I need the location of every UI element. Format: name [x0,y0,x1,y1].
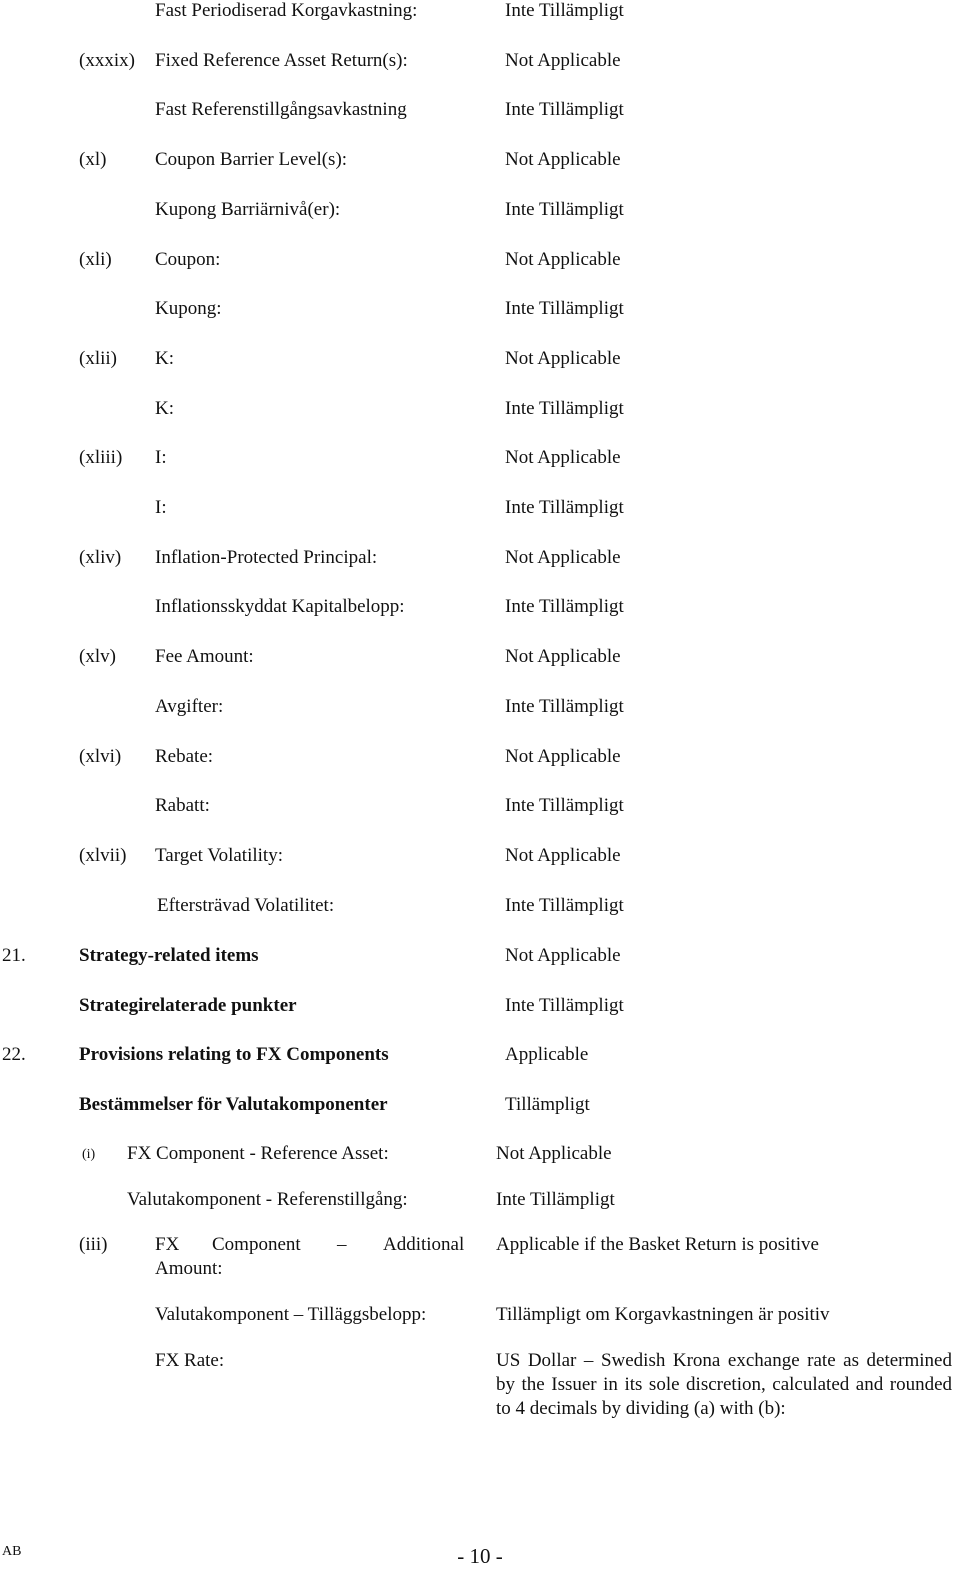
row-number: (xl) [79,149,107,170]
row-value: Not Applicable [505,447,621,468]
section-21-number: 21. [2,945,26,966]
section-22-value-sv: Tillämpligt [505,1094,590,1115]
row-value: Not Applicable [505,547,621,568]
fx-item-i-label-sv: Valutakomponent - Referenstillgång: [127,1189,408,1210]
fx-item-iii-label-line-2: Amount: [155,1258,223,1279]
row-value: Inte Tillämpligt [505,199,624,220]
page-number: - 10 - [457,1544,503,1568]
row-label: Kupong: [155,298,222,319]
row-label: Rebate: [155,746,214,767]
row-label: Inflation-Protected Principal: [155,547,378,568]
row-value: Inte Tillämpligt [505,795,624,816]
fx-item-i-number: (i) [82,1147,96,1162]
fx-rate-label: FX Rate: [155,1350,225,1371]
row-value: Inte Tillämpligt [505,497,624,518]
row-number: (xli) [79,249,112,270]
section-21-value: Not Applicable [505,945,621,966]
fx-item-iii-number: (iii) [79,1234,108,1255]
row-number: (xliv) [79,547,122,568]
row-label: K: [155,398,174,419]
fx-item-iii-value-sv: Tillämpligt om Korgavkastningen är positiv [496,1304,830,1325]
row-value: Inte Tillämpligt [505,99,624,120]
section-22-number: 22. [2,1044,26,1065]
row-value: Not Applicable [505,746,621,767]
row-value: Inte Tillämpligt [505,696,624,717]
row-value: Inte Tillämpligt [505,0,624,21]
row-value: Inte Tillämpligt [505,596,624,617]
fx-item-iii-label-word-1: FX [155,1234,180,1255]
section-21-title-sv: Strategirelaterade punkter [79,995,297,1016]
row-value: Not Applicable [505,149,621,170]
row-number: (xlii) [79,348,117,369]
fx-rate-value: US Dollar – Swedish Krona exchange rate as determined by the Issuer in its sole discretion, calculated and rounded to 4 decimals by dividing (a) with (b): [496,1350,952,1419]
fx-item-i-value-sv: Inte Tillämpligt [496,1189,615,1210]
row-label: Target Volatility: [155,845,283,866]
section-22-title-sv: Bestämmelser för Valutakomponenter [79,1094,388,1115]
row-label: Coupon Barrier Level(s): [155,149,348,170]
row-number: (xxxix) [79,50,135,71]
row-label: I: [155,497,167,518]
row-label: I: [155,447,167,468]
fx-item-i-label: FX Component - Reference Asset: [127,1143,389,1164]
row-value: Inte Tillämpligt [505,298,624,319]
row-label: Inflationsskyddat Kapitalbelopp: [155,596,405,617]
row-label: Eftersträvad Volatilitet: [157,895,335,916]
row-number: (xlvii) [79,845,127,866]
row-value: Inte Tillämpligt [505,895,624,916]
row-value: Not Applicable [505,646,621,667]
fx-item-iii-label-sv: Valutakomponent – Tilläggsbelopp: [155,1304,427,1325]
section-21-value-sv: Inte Tillämpligt [505,995,624,1016]
section-22-title: Provisions relating to FX Components [79,1044,389,1065]
row-value: Not Applicable [505,50,621,71]
fx-item-iii-label-word-3: – [337,1234,347,1255]
row-label: Kupong Barriärnivå(er): [155,199,341,220]
row-number: (xlv) [79,646,116,667]
section-21-title: Strategy-related items [79,945,259,966]
row-number: (xlvi) [79,746,122,767]
row-label: Fixed Reference Asset Return(s): [155,50,408,71]
row-value: Not Applicable [505,348,621,369]
section-22-value: Applicable [505,1044,589,1065]
row-label: Avgifter: [155,696,224,717]
row-label: Fast Periodiserad Korgavkastning: [155,0,418,21]
row-number: (xliii) [79,447,123,468]
row-value: Not Applicable [505,845,621,866]
fx-item-iii-label-word-4: Additional [383,1234,465,1255]
row-value: Not Applicable [505,249,621,270]
row-label: Rabatt: [155,795,210,816]
row-label: Fast Referenstillgångsavkastning [155,99,407,120]
row-value: Inte Tillämpligt [505,398,624,419]
row-label: Coupon: [155,249,221,270]
footer-initials: AB [2,1544,22,1559]
fx-item-iii-value: Applicable if the Basket Return is positive [496,1234,819,1255]
row-label: Fee Amount: [155,646,254,667]
fx-item-iii-label-word-2: Component [212,1234,301,1255]
row-label: K: [155,348,174,369]
fx-item-i-value: Not Applicable [496,1143,612,1164]
